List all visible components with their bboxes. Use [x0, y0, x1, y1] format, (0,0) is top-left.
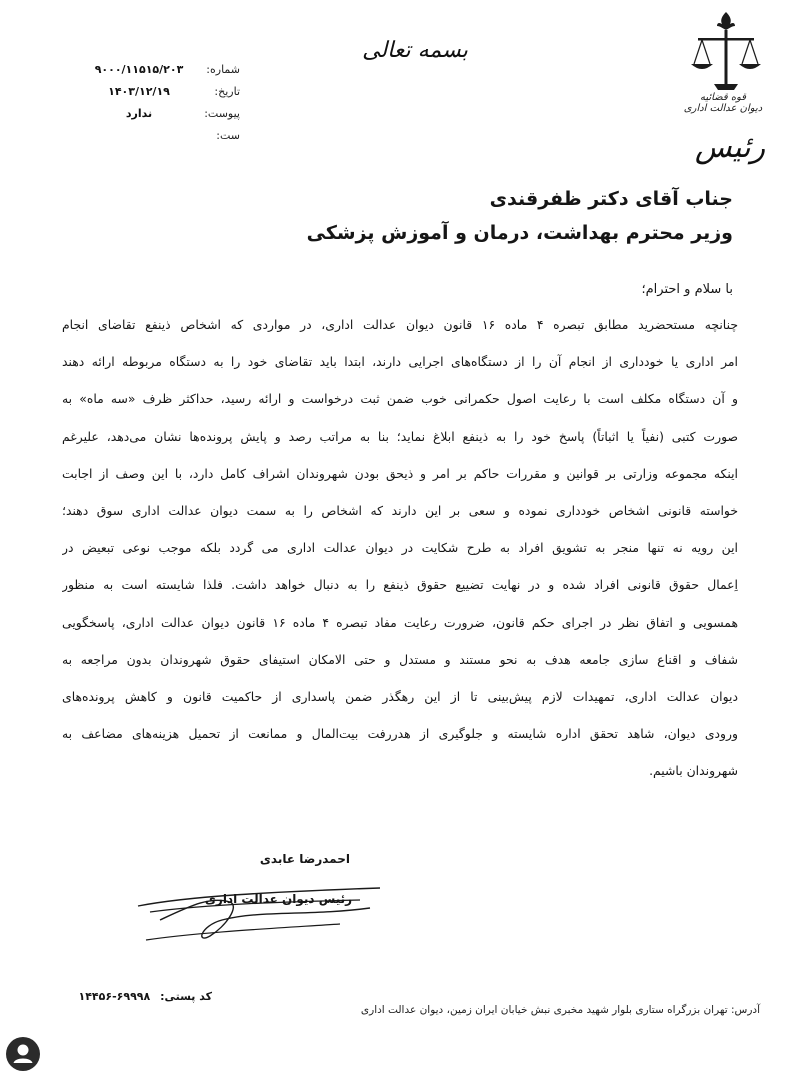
- body-line: این رویه نه تنها منجر به تشویق افراد به طرح شکایت در دیوان عدالت اداری می گردد بلکه موجب نوعی تبعیض در: [62, 540, 738, 556]
- user-avatar-icon[interactable]: [6, 1037, 40, 1071]
- bismillah-heading: بسمه تعالی: [362, 38, 468, 63]
- signature-block: [130, 846, 390, 956]
- meta-label: پیوست:: [204, 106, 240, 120]
- signer-name: احمدرضا عابدی: [259, 852, 350, 866]
- meta-label: ست:: [216, 128, 240, 142]
- greeting: با سلام و احترام؛: [641, 282, 733, 297]
- body-line: اینکه مجموعه وزارتی بر قوانین و مقررات حاکم بر امر و ذیحق بودن شهروندان اشراف کامل دارد، با این وصف از اجابت: [62, 465, 738, 481]
- body-line: شهروندان باشیم.: [649, 763, 738, 779]
- meta-value: ندارد: [125, 106, 153, 120]
- postal-code-label: کد پستی:: [160, 990, 212, 1003]
- addressee: [213, 188, 733, 244]
- postal-code: [62, 990, 212, 1003]
- body-line: و آن دستگاه مکلف است با رعایت اصول حکمرانی خوب ضمن ثبت درخواست و ارائه رسید، حداکثر ظرف «سه ماه» به: [62, 391, 738, 407]
- addressee-name: جناب آقای دکتر ظفرقندی: [489, 188, 733, 210]
- meta-value: ۱۴۰۳/۱۲/۱۹: [108, 84, 170, 98]
- handwritten-signature-icon: [130, 866, 390, 956]
- body-line: دیوان عدالت اداری، تمهیدات لازم پیش‌بینی تا از این رهگذر ضمن پاسداری از حاکمیت قانون و کاهش پرونده‌های: [62, 688, 738, 704]
- meta-date: [80, 80, 240, 102]
- meta-label: تاریخ:: [214, 84, 240, 98]
- chief-mark: رئیس: [694, 130, 766, 165]
- meta-number: [80, 58, 240, 80]
- body-line: همسویی و اتفاق نظر در اجرای حکم قانون، ضرورت رعایت مفاد تبصره ۴ ماده ۱۶ قانون دیوان عدالت اداری، پاسخگویی: [62, 614, 738, 630]
- body-line: خواسته قانونی اشخاص خودداری نموده و سعی بر این دارند که اشخاص را به سمت دیوان عدالت اداری سوق دهند؛: [62, 502, 738, 518]
- meta-label: شماره:: [206, 62, 240, 76]
- org-name: قوه قضائیه دیوان عدالت اداری: [683, 92, 763, 114]
- body-line: امر اداری یا خودداری از انجام آن را از دستگاه‌های اجرایی دارند، ابتدا باید تقاضای خود را به دستگاه مربوطه ارائه دهند: [62, 354, 738, 370]
- meta-attachment: [80, 102, 240, 124]
- postal-code-value: ۱۴۴۵۶-۶۹۹۹۸: [78, 990, 151, 1003]
- body-line: چنانچه مستحضرید مطابق تبصره ۴ ماده ۱۶ قانون دیوان عدالت اداری، در مواردی که اشخاص ذینفع تقاضای انجام: [62, 317, 738, 332]
- body-line: ورودی دیوان، شاهد تحقق اداره شایسته و جلوگیری از هدررفت بیت‌المال و ممانعت از تحمیل هزینه‌های مضاعف به: [62, 726, 738, 742]
- meta-value: ۹۰۰۰/۱۱۵۱۵/۲۰۳: [94, 62, 184, 76]
- addressee-title: وزیر محترم بهداشت، درمان و آموزش پزشکی: [306, 222, 733, 244]
- letter-meta: [80, 58, 240, 146]
- meta-extra: [80, 124, 240, 146]
- signer-title: رئیس دیوان عدالت اداری: [204, 892, 352, 906]
- footer-address: آدرس: تهران بزرگراه ستاری بلوار شهید مخبری نبش خیابان ایران زمین، دیوان عدالت اداری: [360, 1004, 760, 1016]
- body-line: اِعمال حقوق قانونی افراد شده و در نهایت تضییع حقوق ذینفع را به دنبال خواهد داشت. فلذا شایسته است به منظور: [62, 577, 738, 593]
- letter-body: [62, 306, 738, 789]
- body-line: شفاف و اقناع سازی جامعه هدف به نحو مستند و مستدل و حتی الامکان استیفای حقوق شهروندان بدون مراجعه به: [62, 651, 738, 667]
- body-line: صورت کتبی (نفیاً یا اثباتاً) پاسخ خود را به ذینفع ابلاغ نماید؛ بنا به مراتب رصد و پایش پرونده‌ها نشان می‌دهد، علیرغم: [62, 428, 738, 444]
